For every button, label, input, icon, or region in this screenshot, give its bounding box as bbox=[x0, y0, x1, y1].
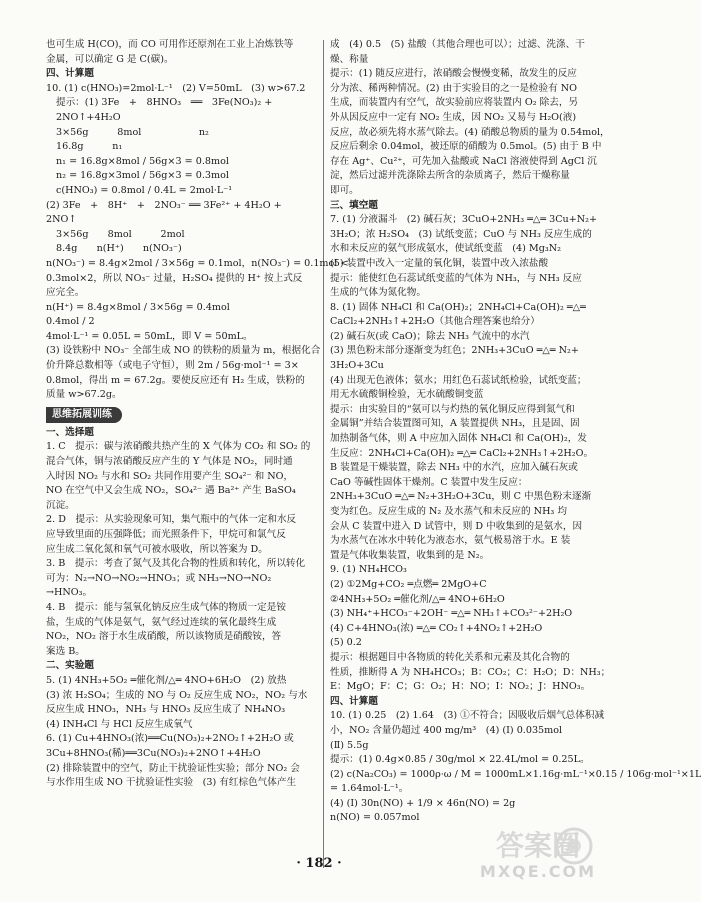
text-line: 生反应：2NH₄Cl+Ca(OH)₂ ═△═ CaCl₂+2NH₃↑+2H₂O。 bbox=[330, 447, 594, 459]
text-line: (4) ⅠNH₄Cl 与 HCl 反应生成氧气 bbox=[46, 718, 193, 730]
text-line: 会从 C 装置中进入 D 试管中，则 D 中收集到的是氨水，因 bbox=[330, 520, 583, 532]
text-line: 8. (1) 固体 NH₄Cl 和 Ca(OH)₂；2NH₄Cl+Ca(OH)₂ ═△═ bbox=[330, 301, 586, 313]
text-line: 2NO↑ bbox=[46, 214, 77, 226]
text-line: (2) ①2Mg+CO₂ ═点燃═ 2MgO+C bbox=[330, 578, 487, 590]
text-line: 案选 B。 bbox=[46, 645, 85, 657]
text-line: 7. (1) 分液漏斗 (2) 碱石灰；3CuO+2NH₃ ═△═ 3Cu+N₂+ bbox=[330, 214, 598, 226]
text-line: n₂ = 16.8g×3mol / 56g×3 = 0.3mol bbox=[56, 170, 229, 182]
text-line: (4) (Ⅰ) 30n(NO) + 1/9 × 46n(NO) = 2g bbox=[330, 797, 516, 809]
section-heading: 三、填空题 bbox=[330, 199, 378, 211]
text-line: 变为红色。反应生成的 N₂ 及水蒸气和未反应的 NH₃ 均 bbox=[330, 506, 567, 517]
text-line: n₁ = 16.8g×8mol / 56g×3 = 0.8mol bbox=[56, 155, 229, 167]
text-line: 成 (4) 0.5 (5) 盐酸（其他合理也可以）；过滤、洗涤、干 bbox=[330, 39, 585, 50]
text-line: 提示：(1) 随反应进行，浓硝酸会慢慢变稀，故发生的反应 bbox=[330, 68, 577, 80]
text-line: 金属，可以确定 G 是 C(碳)。 bbox=[46, 53, 174, 65]
text-line: 应生成二氧化氮和氧气可被水吸收，所以答案为 D。 bbox=[46, 543, 268, 555]
text-line: 沉淀。 bbox=[46, 499, 75, 511]
text-line: 应导致里面的压强降低；而光照条件下，甲烷可和氯气反 bbox=[46, 529, 286, 540]
text-line: 3H₂O+3Cu bbox=[330, 360, 384, 372]
section-heading: 二、实验题 bbox=[46, 660, 94, 672]
text-line: 3H₂O；浓 H₂SO₄ (3) 试纸变蓝；CuO 与 NH₃ 反应生成的 bbox=[330, 228, 592, 240]
text-line: NO₂，NO₂ 溶于水生成硝酸，所以该物质是硝酸铵，答 bbox=[46, 631, 282, 643]
text-line: 提示：根据题目中各物质的转化关系和元素及其化合物的 bbox=[330, 651, 570, 663]
section-heading: 四、计算题 bbox=[46, 68, 94, 80]
text-line: CaO 等碱性固体干燥剂。C 装置中发生反应： bbox=[330, 476, 528, 488]
text-line: 反应后剩余 0.04mol，被还原的硝酸为 0.5mol。(5) 由于 B 中 bbox=[330, 141, 602, 153]
text-line: c(HNO₃) = 0.8mol / 0.4L = 2mol·L⁻¹ bbox=[56, 184, 233, 196]
text-line: 与水作用生成 NO 干扰验证性实验 (3) 有红棕色气体产生 bbox=[46, 777, 297, 789]
text-line: 提示：(1) 0.4g×0.85 / 30g/mol × 22.4L/mol = 0.25L。 bbox=[330, 754, 590, 766]
text-line: 质量 w>67.2g。 bbox=[46, 389, 122, 401]
text-line: 淀，然后过滤并洗涤除去所含的杂质离子，然后干燥称量 bbox=[330, 170, 570, 182]
text-line: 应完全。 bbox=[46, 287, 85, 299]
text-line: 存在 Ag⁺、Cu²⁺，可先加入盐酸或 NaCl 溶液使得到 AgCl 沉 bbox=[330, 155, 597, 167]
text-line: 4. B 提示：能与氢氧化钠反应生成气体的物质一定是铵 bbox=[46, 601, 286, 613]
text-line: 置是气体收集装置，收集到的是 N₂。 bbox=[330, 549, 490, 561]
text-line: 水和未反应的氨气形成氨水，使试纸变蓝 (4) Mg₃N₂ bbox=[330, 243, 561, 255]
text-line: 4mol·L⁻¹ = 0.05L = 50mL，即 V = 50mL。 bbox=[46, 330, 253, 342]
text-line: 反应，故必须先将水蒸气除去。(4) 硝酸总物质的量为 0.54mol， bbox=[330, 126, 610, 138]
text-line: 10. (1) 0.25 (2) 1.64 (3) ①不符合；因吸收后烟气总体积减 bbox=[330, 710, 605, 722]
text-line: 金属铜”并结合装置图可知，A 装置提供 NH₃，且是固、固 bbox=[330, 418, 580, 430]
text-line: n(NO₃⁻) = 8.4g×2mol / 3×56g = 0.1mol，n(NO₃⁻) = 0.1mol < bbox=[46, 257, 349, 269]
text-line: 提示：能使红色石蕊试纸变蓝的气体为 NH₃，与 NH₃ 反应 bbox=[330, 272, 582, 284]
text-line: 0.4mol / 2 bbox=[46, 316, 95, 328]
section-heading: 一、选择题 bbox=[46, 426, 94, 438]
text-line: 3×56g 8mol 2mol bbox=[56, 228, 185, 240]
text-line: n(H⁺) = 8.4g×8mol / 3×56g = 0.4mol bbox=[46, 301, 230, 313]
text-line: (2) 碱石灰(或 CaO)；除去 NH₃ 气流中的水汽 bbox=[330, 330, 530, 342]
text-line: 2NO↑+4H₂O bbox=[56, 111, 121, 123]
right-column bbox=[330, 38, 701, 826]
text-line: 为水蒸气在冰水中转化为液态水，氨气极易溶于水。E 装 bbox=[330, 535, 571, 547]
text-line: 提示：(1) 3Fe + 8HNO₃ ══ 3Fe(NO₃)₂ + bbox=[56, 97, 273, 109]
text-line: 0.3mol×2，所以 NO₃⁻ 过量，H₂SO₄ 提供的 H⁺ 按上式反 bbox=[46, 272, 303, 284]
text-line: 8.4g n(H⁺) n(NO₃⁻) bbox=[56, 243, 182, 255]
text-line: (3) 黑色粉末部分逐渐变为红色；2NH₃+3CuO ═△═ N₂+ bbox=[330, 345, 579, 357]
watermark-logo bbox=[478, 824, 598, 888]
text-line: (3) 浓 H₂SO₄；生成的 NO 与 O₂ 反应生成 NO₂，NO₂ 与水 bbox=[46, 689, 308, 701]
text-line: 入时因 NO₂ 与水和 SO₂ 共同作用要产生 SO₄²⁻ 和 NO， bbox=[46, 470, 294, 482]
text-line: (3) 设铁粉中 NO₃⁻ 全部生成 NO 的铁粉的质量为 m，根据化合 bbox=[46, 345, 321, 357]
text-line: 即可。 bbox=[330, 184, 359, 196]
text-line: E：MgO；F：C；G：O₂；H：NO；I：NO₂；J：HNO₃。 bbox=[330, 681, 591, 693]
text-line: (2) c(Na₂CO₃) = 1000ρ·ω / M = 1000mL×1.16g·mL⁻¹×0.15 / 106g·mol⁻¹×1L bbox=[330, 768, 701, 780]
text-line: 性质，推断得 A 为 NH₄HCO₃；B：CO₂；C：H₂O；D：NH₃； bbox=[330, 666, 611, 678]
text-line: 混合气体，铜与浓硝酸反应产生的 Y 气体是 NO₂，同时通 bbox=[46, 456, 293, 468]
text-line: 可为：N₂→NO→NO₂→HNO₃；或 NH₃→NO→NO₂ bbox=[46, 572, 272, 584]
text-line: 2. D 提示：从实验现象可知，集气瓶中的气体一定和水反 bbox=[46, 514, 297, 526]
text-line: 也可生成 H(CO)，而 CO 可用作还原剂在工业上冶炼铁等 bbox=[46, 39, 294, 50]
watermark-cn: 答案圈 bbox=[495, 829, 580, 862]
text-line: 3×56g 8mol n₂ bbox=[56, 126, 209, 138]
text-line: 3. B 提示：考查了氮气及其化合物的性质和转化，所以转化 bbox=[46, 558, 306, 570]
text-line: (2) 排除装置中的空气，防止干扰验证性实验；部分 NO₂ 会 bbox=[46, 762, 300, 774]
text-line: (4) C+4HNO₃(浓) ═△═ CO₂↑+4NO₂↑+2H₂O bbox=[330, 622, 543, 634]
text-line: 10. (1) c(HNO₃)=2mol·L⁻¹ (2) V=50mL (3) w>67.2 bbox=[46, 82, 306, 94]
text-line: (2) 3Fe + 8H⁺ + 2NO₃⁻ ══ 3Fe²⁺ + 4H₂O + bbox=[46, 199, 282, 211]
text-line: 盐，生成的气体是氨气，氨气经过连续的氧化最终生成 bbox=[46, 616, 277, 628]
text-line: 燥、称量 bbox=[330, 53, 369, 65]
text-line: n(NO) = 0.057mol bbox=[330, 812, 420, 824]
text-line: 6. (1) Cu+4HNO₃(浓)══Cu(NO₃)₂+2NO₂↑+2H₂O 或 bbox=[46, 733, 294, 745]
text-line: 提示：由实验目的“氨可以与灼热的氧化铜反应得到氮气和 bbox=[330, 403, 575, 415]
text-line: 分为浓、稀两种情况。(2) 由于实验目的之一是检验有 NO bbox=[330, 82, 578, 94]
text-line: = 1.64mol·L⁻¹。 bbox=[330, 783, 409, 795]
section-heading: 四、计算题 bbox=[330, 695, 378, 707]
text-line: 用无水硫酸铜检验，无水硫酸铜变蓝 bbox=[330, 389, 484, 401]
watermark-url: MXQE.COM bbox=[479, 862, 597, 881]
text-line: 加热制备气体，则 A 中应加入固体 NH₄Cl 和 Ca(OH)₂，发 bbox=[330, 433, 587, 445]
text-line: 价升降总数相等（或电子守恒），则 2m / 56g·mol⁻¹ = 3× bbox=[46, 360, 299, 372]
text-line: (4) 出现无色液体；氨水；用红色石蕊试纸检验，试纸变蓝； bbox=[330, 374, 587, 386]
text-line: 3Cu+8HNO₃(稀)══3Cu(NO₃)₂+2NO↑+4H₂O bbox=[46, 747, 261, 759]
text-line: 16.8g n₁ bbox=[56, 141, 123, 153]
text-line: 反应生成 HNO₃，NH₃ 与 HNO₃ 反应生成了 NH₄NO₃ bbox=[46, 704, 286, 716]
text-line: (Ⅱ) 5.5g bbox=[330, 739, 369, 751]
text-line: CaCl₂+2NH₃↑+2H₂O（其他合理答案也给分） bbox=[330, 316, 540, 328]
text-line: 生成的气体为氮化物。 bbox=[330, 287, 426, 299]
text-line: 2NH₃+3CuO ═△═ N₂+3H₂O+3Cu，则 C 中黑色粉末逐渐 bbox=[330, 491, 592, 503]
text-line: 0.8mol，得出 m = 67.2g。要使反应还有 H₂ 生成，铁粉的 bbox=[46, 374, 305, 386]
text-line: 小，NO₂ 含量仍超过 400 mg/m³ (4) (Ⅰ) 0.035mol bbox=[330, 724, 563, 736]
text-line: (3) NH₄⁺+HCO₃⁻+2OH⁻ ═△═ NH₃↑+CO₃²⁻+2H₂O bbox=[330, 608, 573, 620]
text-line: →HNO₃。 bbox=[46, 587, 93, 599]
text-line: NO 在空气中又会生成 NO₂，SO₄²⁻ 遇 Ba²⁺ 产生 BaSO₄ bbox=[46, 485, 296, 497]
page-number: · 182 · bbox=[296, 856, 342, 871]
text-line: 1. C 提示：碳与浓硝酸共热产生的 X 气体为 CO₂ 和 SO₂ 的 bbox=[46, 441, 311, 453]
text-line: 9. (1) NH₄HCO₃ bbox=[330, 564, 407, 576]
text-line: (5) 0.2 bbox=[330, 637, 362, 649]
banner-line bbox=[46, 403, 332, 426]
text-line: 外从因反应中一定有 NO₂ 生成，因 NO₂ 又易与 H₂O(液) bbox=[330, 111, 577, 123]
text-line: 生成，而装置内有空气，故实验前应将装置内 O₂ 除去，另 bbox=[330, 97, 579, 109]
text-line: (5) 装置中改入一定量的氧化铜，装置中改入浓盐酸 bbox=[330, 257, 549, 269]
section-banner: 思维拓展训练 bbox=[46, 407, 122, 423]
text-line: 5. (1) 4NH₃+5O₂ ═催化剂/△═ 4NO+6H₂O (2) 放热 bbox=[46, 674, 287, 686]
text-line: ②4NH₃+5O₂ ═催化剂/△═ 4NO+6H₂O bbox=[330, 593, 505, 605]
text-line: B 装置是干燥装置，除去 NH₃ 中的水汽，应加入碱石灰或 bbox=[330, 462, 578, 474]
